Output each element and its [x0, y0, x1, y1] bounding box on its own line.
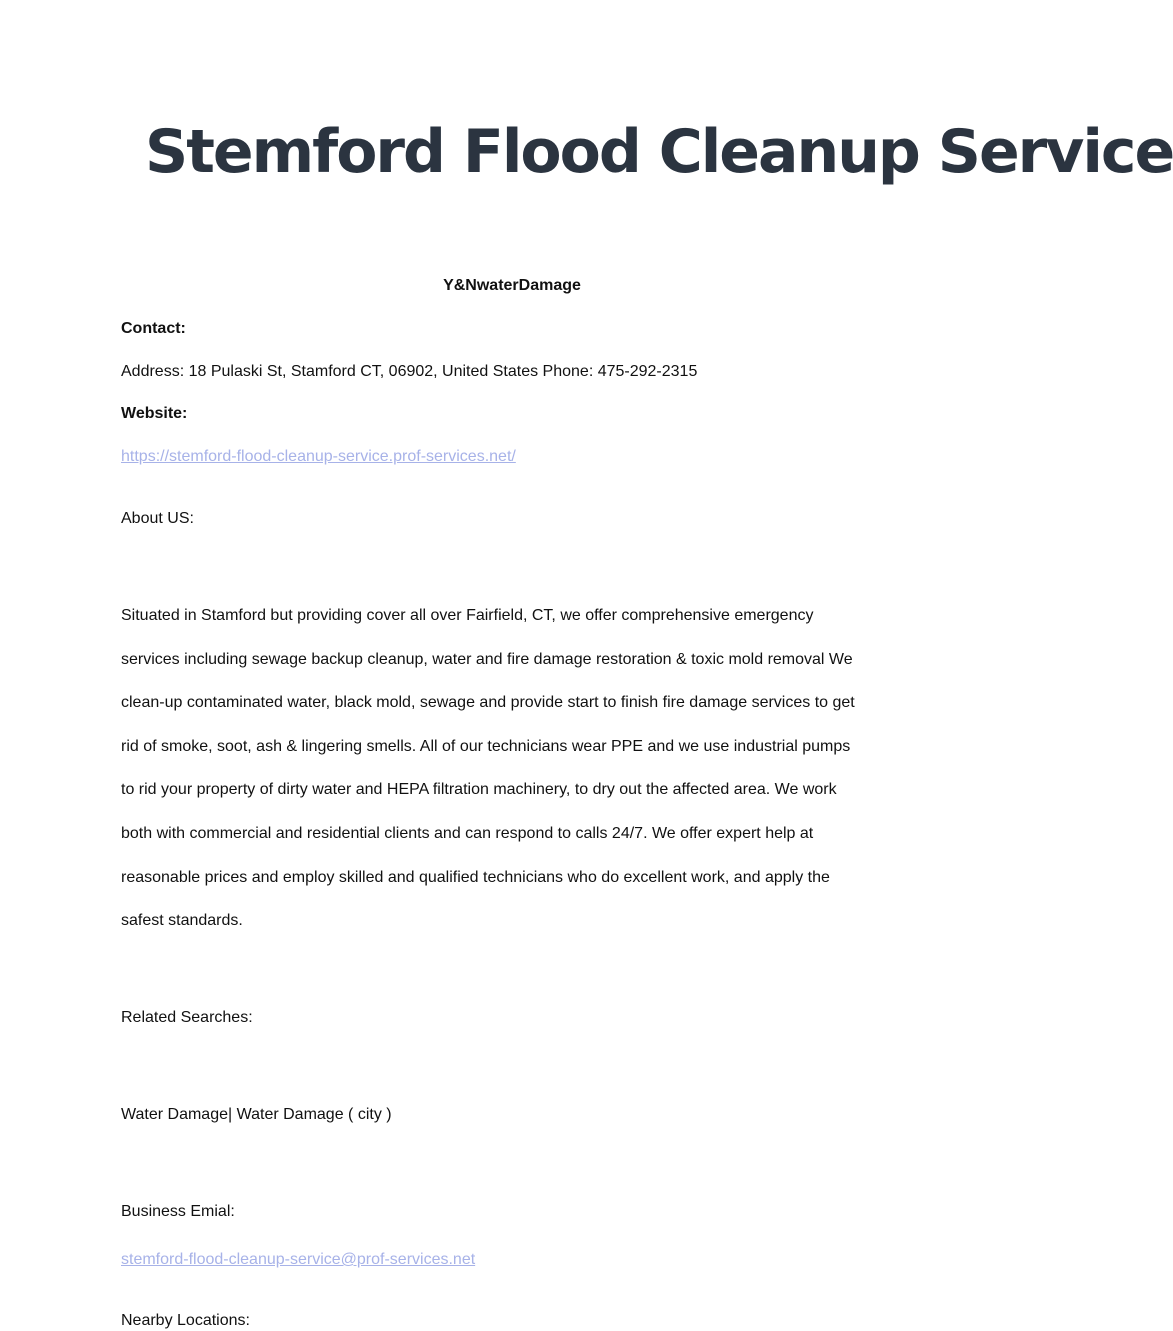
- about-line: services including sewage backup cleanup, water and fire damage restoration & toxic mold removal We: [121, 650, 853, 668]
- about-paragraph: [121, 604, 911, 953]
- related-searches-heading: Related Searches:: [121, 1009, 253, 1026]
- document-title: Stemford Flood Cleanup Service: [145, 117, 1173, 187]
- about-heading: About US:: [121, 510, 194, 527]
- website-link[interactable]: https://stemford-flood-cleanup-service.prof-services.net/: [121, 448, 516, 465]
- contact-heading: Contact:: [121, 320, 186, 337]
- about-line: safest standards.: [121, 912, 243, 930]
- about-line: reasonable prices and employ skilled and qualified technicians who do excellent work, and apply the: [121, 868, 830, 886]
- nearby-locations-heading: Nearby Locations:: [121, 1312, 250, 1329]
- related-searches-list: Water Damage| Water Damage ( city ): [121, 1106, 392, 1123]
- address-phone-line: Address: 18 Pulaski St, Stamford CT, 06902, United States Phone: 475-292-2315: [121, 363, 698, 380]
- business-email-link[interactable]: stemford-flood-cleanup-service@prof-services.net: [121, 1251, 476, 1268]
- about-line: both with commercial and residential clients and can respond to calls 24/7. We offer expert help at: [121, 824, 814, 842]
- about-line: rid of smoke, soot, ash & lingering smells. All of our technicians wear PPE and we use industrial pumps: [121, 737, 851, 755]
- business-name: Y&NwaterDamage: [443, 277, 581, 294]
- website-heading: Website:: [121, 405, 188, 422]
- about-line: clean-up contaminated water, black mold, sewage and provide start to finish fire damage services to get: [121, 694, 855, 712]
- about-line: Situated in Stamford but providing cover all over Fairfield, CT, we offer comprehensive emergency: [121, 607, 814, 624]
- business-email-heading: Business Emial:: [121, 1203, 235, 1220]
- about-line: to rid your property of dirty water and HEPA filtration machinery, to dry out the affected area. We work: [121, 781, 837, 799]
